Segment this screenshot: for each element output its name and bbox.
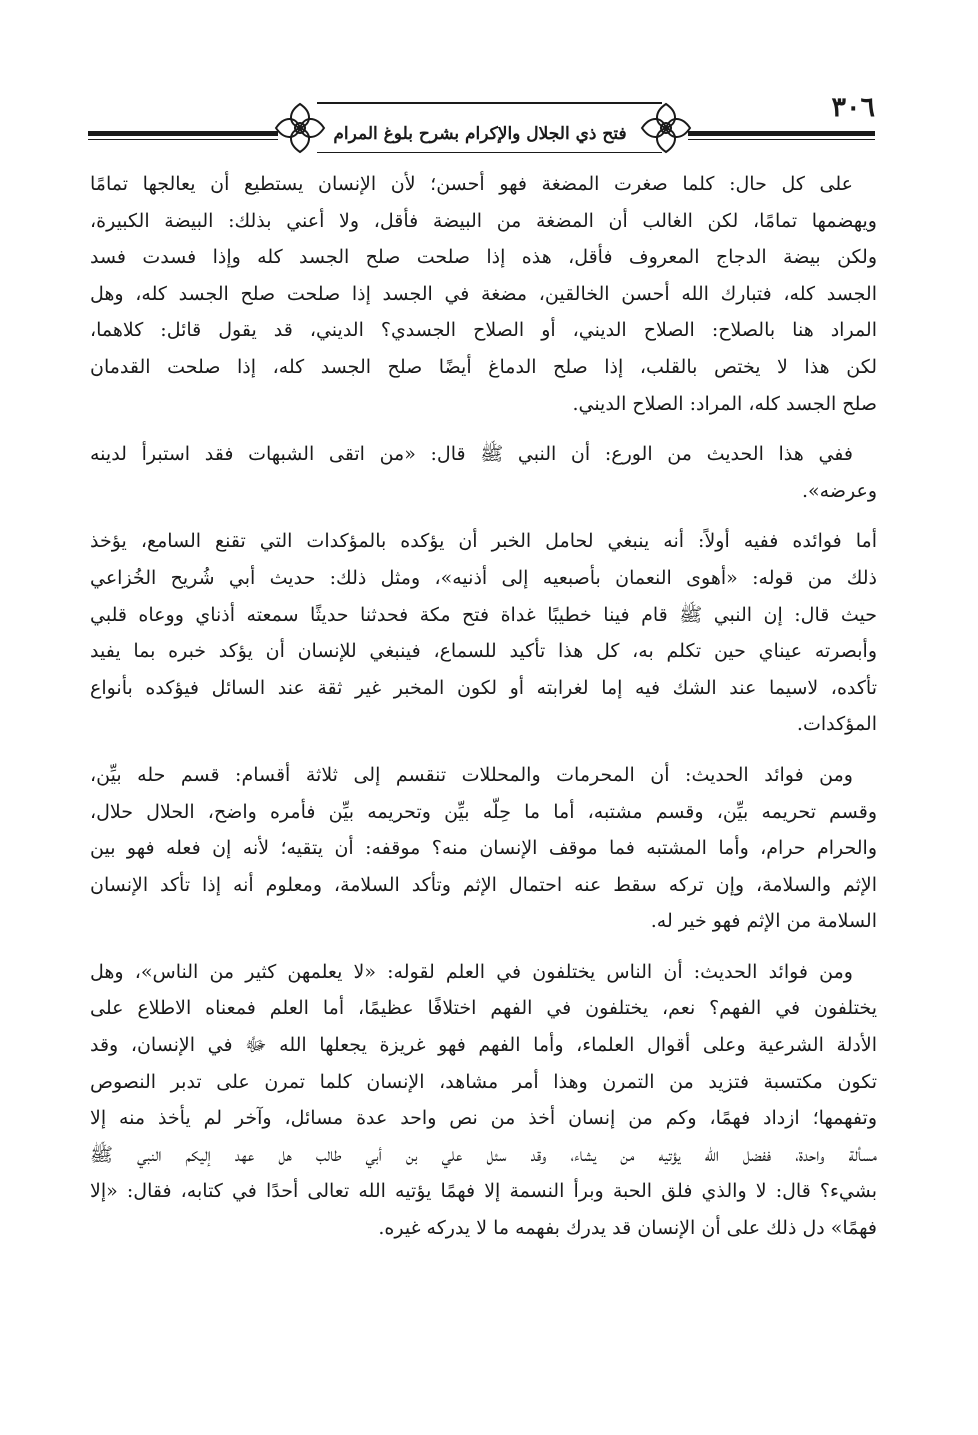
text-line: ويهضمها تمامًا، لكن الغالب أن المضغة من البيضة فأقل، ولا أعني بذلك: البيضة الكبيرة، [90, 209, 877, 232]
text-line: المراد هنا بالصلاح: الصلاح الديني، أو الصلاح الجسدي؟ الديني، قد يقول قائل: كلاهما، [90, 319, 877, 342]
text-line: ولكن بيضة الدجاج المعروف فأقل، هذه إذا صلحت صلح الجسد كله وإذا فسدت فسد [90, 246, 877, 269]
header-right-thin-rule [688, 139, 875, 140]
header-top-rule [317, 102, 662, 104]
paragraph [90, 954, 877, 1247]
text-line: لكن هذا لا يختص بالقلب، إذا صلح الدماغ أيضًا صلح الجسد كله، إذا صلحت القدمان [90, 355, 877, 378]
page-header [0, 0, 978, 160]
running-title: فتح ذي الجلال والإكرام بشرح بلوغ المرام [333, 124, 627, 144]
text-line: السلامة من الإثم فهو خير له. [650, 910, 877, 933]
text-line: أما فوائده ففيه أولاً: أنه ينبغي لحامل الخبر أن يؤكده بالمؤكدات التي تقنع السامع، يؤخذ [90, 530, 877, 553]
header-left-thick-rule [88, 131, 278, 136]
text-line: تأكده، لاسيما عند الشك فيه إما لغرابته أو لكون المخبر غير ثقة عند السائل فيؤكده بأنواع [90, 676, 877, 699]
text-line: والحرام حرام، وأما المشتبه فما موقف الإنسان منه؟ موقفه: أن يتقيه؛ لأنه إن فعله فهو بين [90, 837, 877, 860]
text-line: المؤكدات. [796, 713, 877, 736]
text-line: وقسم تحريمه بيِّن، وقسم مشتبه، أما ما حِلّه بيِّن وتحريمه بيِّن فأمره واضح، الحلال حلال، [90, 800, 877, 823]
text-line: ومن فوائد الحديث: أن الناس يختلفون في العلم لقوله: «لا يعلمهن كثير من الناس»، وهل [90, 960, 853, 983]
text-line: ذلك من قوله: «أهوى النعمان بأصبعيه إلى أذنيه»، ومثل ذلك: حديث أبي شُريح الخُزاعي [90, 566, 877, 589]
paragraph [90, 166, 877, 422]
text-line: وتفهمها؛ ازداد فهمًا، وكم من إنسان أخذ من نص واحد عدة مسائل، وآخر لم يأخذ منه إلا [90, 1107, 877, 1130]
header-right-thick-rule [688, 131, 875, 136]
text-line: الجسد كله، فتبارك الله أحسن الخالقين، مضغة في الجسد إذا صلحت صلح الجسد كله، وهل [90, 282, 877, 305]
body-text [90, 166, 877, 1247]
text-line: فهمًا» دل ذلك على أن الإنسان قد يدرك بفهمه ما لا يدركه غيره. [378, 1217, 877, 1240]
right-ornament-icon [638, 100, 694, 156]
text-line: تكون مكتسبة فتزيد من التمرن وهذا أمر مشاهد، الإنسان كلما تمرن على تدبر النصوص [90, 1070, 877, 1093]
text-line: مسألة واحدة، ففضل الله يؤتيه من يشاء، وقد سئل علي بن أبي طالب هل عهد إليكم النبي ﷺ [90, 1143, 877, 1166]
paragraph [90, 436, 877, 509]
text-line: وأبصرته عيناي حين تكلم به، كل هذا تأكيد للسماع، فينبغي للإنسان أن يؤكد خبره بما يفيد [90, 640, 877, 663]
text-line: على كل حال: كلما صغرت المضغة فهو أحسن؛ لأن الإنسان يستطيع أن يعالجها تمامًا [90, 173, 853, 195]
text-line: وعرضه». [802, 479, 877, 502]
paragraph [90, 523, 877, 743]
text-line: ومن فوائد الحديث: أن المحرمات والمحللات تنقسم إلى ثلاثة أقسام: قسم حله بيِّن، [90, 763, 853, 786]
text-line: ففي هذا الحديث من الورع: أن النبي ﷺ قال: «من اتقى الشبهات فقد استبرأ لدينه [90, 443, 853, 466]
text-line: الإثم والسلامة، وإن تركه سقط عنه احتمال الإثم وتأكد السلامة، ومعلوم أنه إذا تأكد الإنسان [90, 873, 877, 896]
header-bottom-rule [317, 152, 662, 153]
paragraph [90, 757, 877, 940]
text-line: الأدلة الشرعية وعلى أقوال العلماء، وأما الفهم فهو غريزة يجعلها الله ﷻ في الإنسان، وقد [90, 1034, 877, 1057]
text-line: يختلفون في الفهم؟ نعم، يختلفون في الفهم اختلافًا عظيمًا، أما العلم فمعناه الاطلاع على [90, 997, 877, 1020]
text-line: صلح الجسد كله، المراد: الصلاح الديني. [572, 392, 877, 415]
header-left-thin-rule [88, 139, 278, 140]
text-line: بشيء؟ قال: لا والذي فلق الحبة وبرأ النسمة إلا فهمًا يؤتيه الله تعالى أحدًا في كتابه، فقال: «إلا [90, 1180, 877, 1203]
page-number: ٣٠٦ [831, 92, 875, 123]
text-line: حيث قال: إن النبي ﷺ قام فينا خطيبًا غداة فتح مكة فحدثنا حديثًا سمعته أذناي ووعاه قلبي [90, 603, 877, 626]
